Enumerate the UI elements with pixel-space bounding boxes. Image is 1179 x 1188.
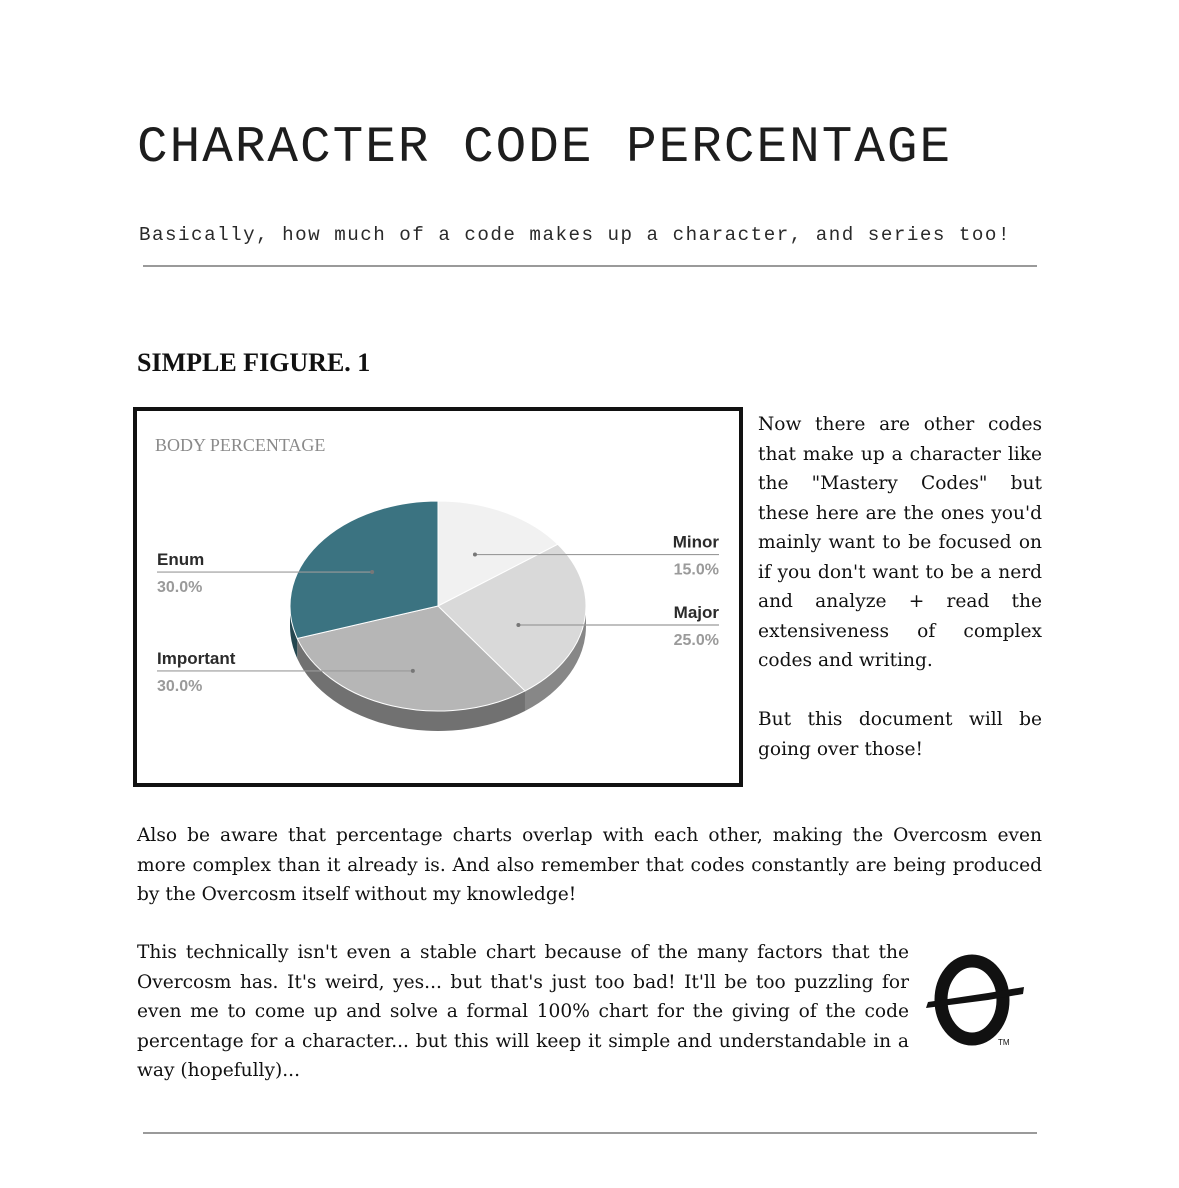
callout-dot-major <box>516 623 520 627</box>
figure-label: SIMPLE FIGURE. 1 <box>137 348 371 377</box>
pie-layer <box>290 501 586 731</box>
side-paragraph-1: Now there are other codes that make up a character like the "Mastery Codes" but these here are the ones you'd mainly want to be focused on if you don't want to be a nerd and analyze + read the extensiveness of complex codes and writing. <box>758 414 1042 671</box>
body-paragraph-1: Also be aware that percentage charts overlap with each other, making the Overcosm even more complex than it already is. And also remember that codes constantly are being produced by the Overcosm itself without my knowledge! <box>137 825 1042 905</box>
body-paragraph-2: This technically isn't even a stable chart because of the many factors that the Overcosm has. It's weird, yes... but that's just too bad! It'll be too puzzling for even me to come up and solve a formal 100% chart for the giving of the code percentage for a character... but this will keep it simple and understandable in a way (hopefully)... <box>137 942 909 1081</box>
callout-name-enum: Enum <box>157 550 205 570</box>
callout-value-major: 25.0% <box>673 632 719 650</box>
bottom-divider <box>143 1132 1037 1134</box>
callout-value-enum: 30.0% <box>157 579 203 597</box>
callout-dot-important <box>411 669 415 673</box>
page-subtitle: Basically, how much of a code makes up a character, and series too! <box>139 224 1011 246</box>
chart-frame <box>133 407 743 787</box>
callout-value-minor: 15.0% <box>673 561 719 579</box>
callout-dot-enum <box>370 570 374 574</box>
trademark-mark: TM <box>998 1038 1010 1047</box>
callout-name-major: Major <box>673 603 719 623</box>
theta-logo-icon <box>922 950 1032 1050</box>
callout-name-important: Important <box>157 648 236 668</box>
chart-title: BODY PERCENTAGE <box>155 435 326 455</box>
callout-value-important: 30.0% <box>157 677 203 695</box>
pie-chart <box>137 411 739 783</box>
side-paragraph-2: But this document will be going over those! <box>758 709 1042 760</box>
callout-dot-minor <box>473 553 477 557</box>
page-title: CHARACTER CODE PERCENTAGE <box>137 120 953 177</box>
top-divider <box>143 265 1037 267</box>
callout-name-minor: Minor <box>672 532 719 552</box>
side-text <box>758 410 1042 794</box>
